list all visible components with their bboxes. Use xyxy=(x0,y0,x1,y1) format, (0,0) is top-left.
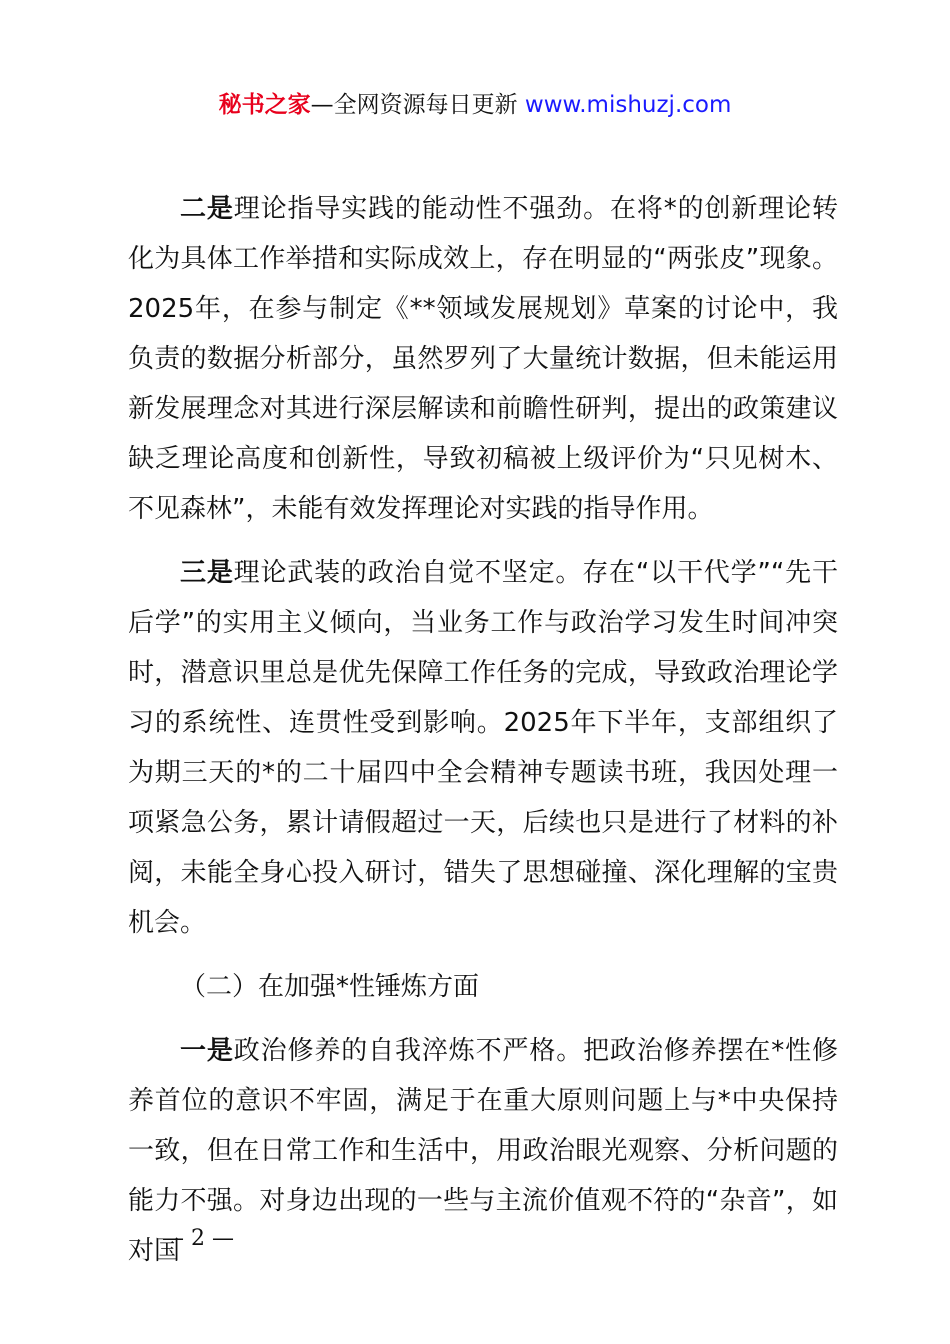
document-body xyxy=(128,184,838,1290)
page-header xyxy=(0,88,950,122)
paragraph-text: 政治修养的自我淬炼不严格。把政治修养摆在*性修养首位的意识不牢固，满足于在重大原则问题上与*中央保持一致，但在日常工作和生活中，用政治眼光观察、分析问题的能力不强。对身边出现的一些与主流价值观不符的“杂音”，如对国 xyxy=(128,1036,838,1266)
paragraph-lead: 三是 xyxy=(180,558,234,588)
brand-name: 秘书之家 xyxy=(218,92,311,118)
paragraph-lead: 二是 xyxy=(180,194,234,224)
paragraph-point-one xyxy=(128,1026,838,1276)
paragraph-point-two xyxy=(128,184,838,534)
paragraph-text: 理论指导实践的能动性不强劲。在将*的创新理论转化为具体工作举措和实际成效上，存在明显的“两张皮”现象。2025年，在参与制定《**领域发展规划》草案的讨论中，我负责的数据分析部分，虽然罗列了大量统计数据，但未能运用新发展理念对其进行深层解读和前瞻性研判，提出的政策建议缺乏理论高度和创新性，导致初稿被上级评价为“只见树木、不见森林”，未能有效发挥理论对实践的指导作用。 xyxy=(128,194,838,524)
paragraph-point-three xyxy=(128,548,838,948)
paragraph-text: 理论武装的政治自觉不坚定。存在“以干代学”“先干后学”的实用主义倾向，当业务工作与政治学习发生时间冲突时，潜意识里总是优先保障工作任务的完成，导致政治理论学习的系统性、连贯性受到影响。2025年下半年，支部组织了为期三天的*的二十届四中全会精神专题读书班，我因处理一项紧急公务，累计请假超过一天，后续也只是进行了材料的补阅，未能全身心投入研讨，错失了思想碰撞、深化理解的宝贵机会。 xyxy=(128,558,838,938)
header-tagline: —全网资源每日更新 xyxy=(310,92,525,118)
section-subheading: （二）在加强*性锤炼方面 xyxy=(180,972,480,1002)
paragraph-lead: 一是 xyxy=(180,1036,234,1066)
page-number: — 2 — xyxy=(162,1226,234,1251)
website-link[interactable]: www.mishuzj.com xyxy=(524,92,732,118)
